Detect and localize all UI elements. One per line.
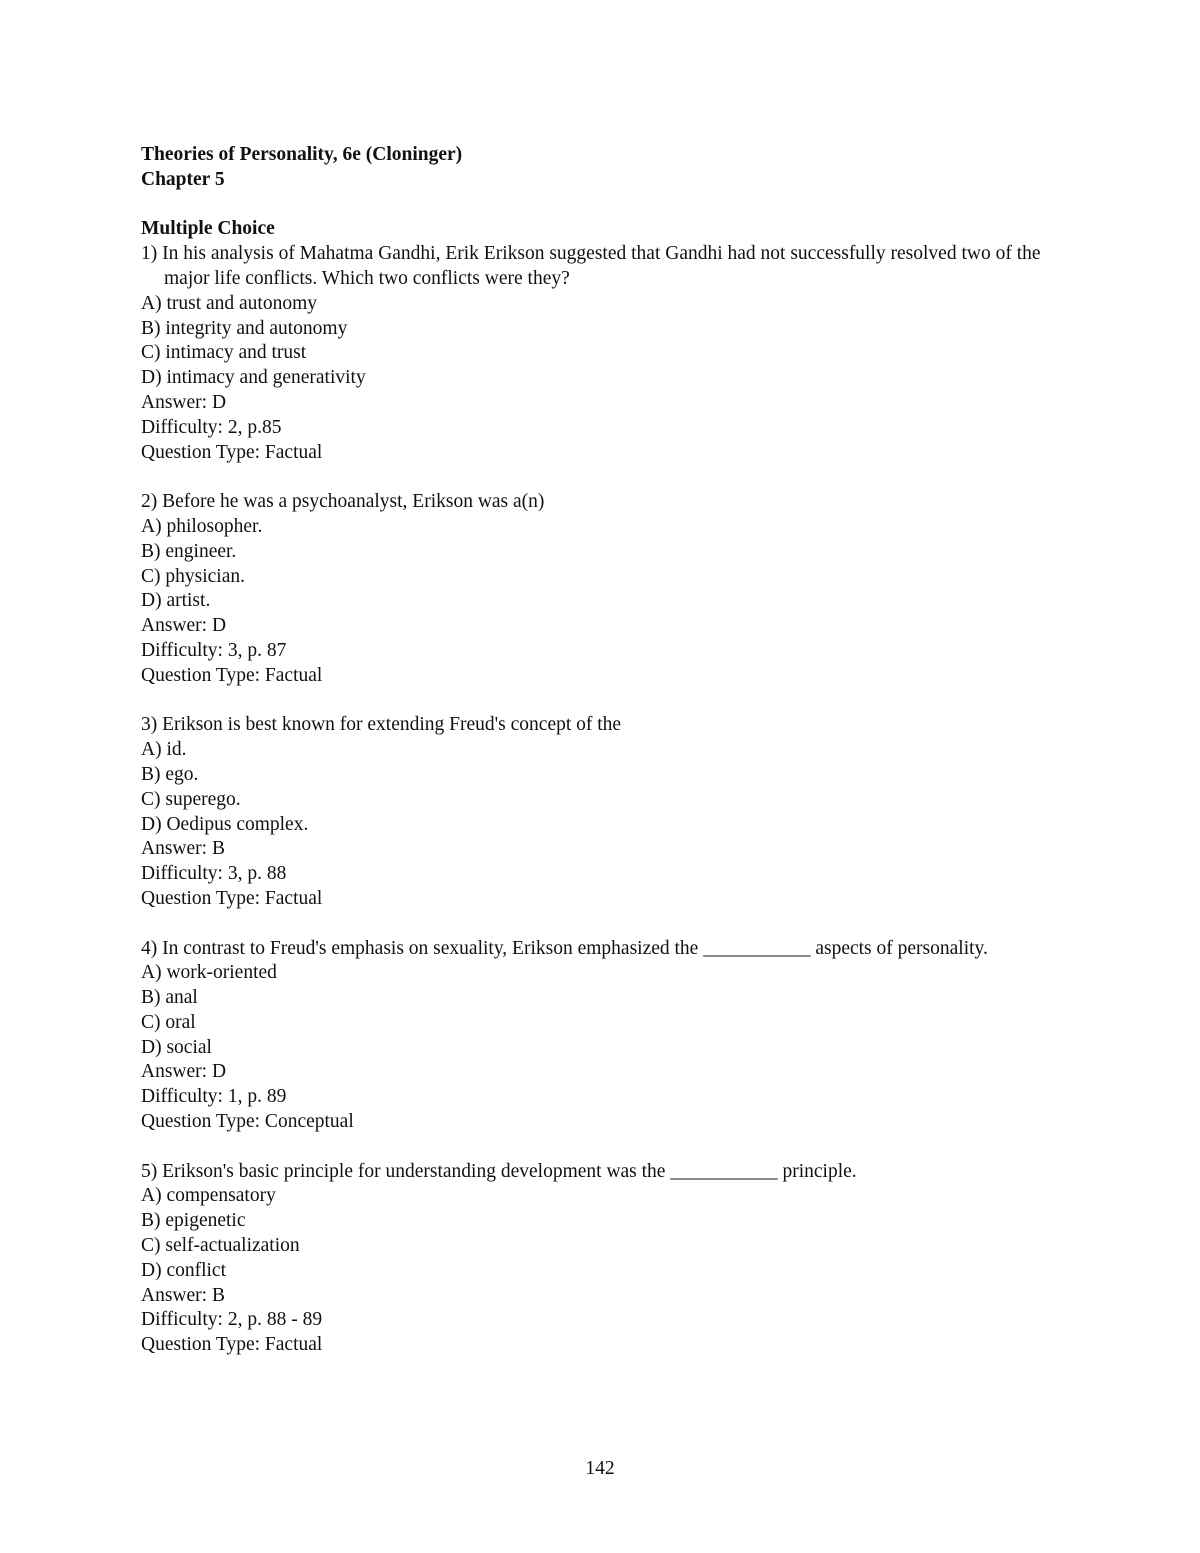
answer: Answer: B <box>141 1284 225 1306</box>
page-number: 142 <box>585 1458 615 1479</box>
option-b: B) anal <box>141 987 198 1009</box>
question-stem: 4) In contrast to Freud's emphasis on sexuality, Erikson emphasized the ___________ aspects of personality. <box>141 937 988 959</box>
option-b: B) ego. <box>141 763 199 785</box>
document-page <box>141 143 1061 1358</box>
question-3 <box>141 713 1061 911</box>
option-c: C) oral <box>141 1011 196 1033</box>
spacer <box>141 689 1061 714</box>
option-c: C) superego. <box>141 788 241 810</box>
question-1 <box>141 242 1061 465</box>
question-type: Question Type: Factual <box>141 1334 323 1356</box>
difficulty: Difficulty: 3, p. 88 <box>141 863 287 885</box>
option-d: D) conflict <box>141 1259 227 1281</box>
difficulty: Difficulty: 3, p. 87 <box>141 639 287 661</box>
option-d: D) Oedipus complex. <box>141 813 309 835</box>
question-stem: 3) Erikson is best known for extending Freud's concept of the <box>141 714 622 736</box>
answer: Answer: B <box>141 838 225 860</box>
question-type: Question Type: Factual <box>141 441 323 463</box>
option-c: C) self-actualization <box>141 1235 300 1257</box>
option-a: A) philosopher. <box>141 515 263 537</box>
question-type: Question Type: Conceptual <box>141 1111 354 1133</box>
document-title: Theories of Personality, 6e (Cloninger) <box>141 144 463 165</box>
option-c: C) intimacy and trust <box>141 342 307 364</box>
spacer <box>141 1135 1061 1160</box>
spacer <box>141 465 1061 490</box>
option-b: B) engineer. <box>141 540 237 562</box>
question-4 <box>141 937 1061 1135</box>
spacer <box>141 193 1061 218</box>
option-d: D) social <box>141 1036 212 1058</box>
option-b: B) epigenetic <box>141 1210 246 1232</box>
question-type: Question Type: Factual <box>141 664 323 686</box>
question-stem: 2) Before he was a psychoanalyst, Erikson was a(n) <box>141 491 545 513</box>
option-a: A) work-oriented <box>141 962 277 984</box>
question-2 <box>141 490 1061 688</box>
answer: Answer: D <box>141 615 227 637</box>
option-b: B) integrity and autonomy <box>141 317 348 339</box>
question-stem: 1) In his analysis of Mahatma Gandhi, Erik Erikson suggested that Gandhi had not successfully resolved two of the major life conflicts. Which two conflicts were they? <box>141 243 1041 289</box>
option-a: A) compensatory <box>141 1185 276 1207</box>
difficulty: Difficulty: 2, p. 88 - 89 <box>141 1309 323 1331</box>
difficulty: Difficulty: 1, p. 89 <box>141 1086 287 1108</box>
chapter-heading: Chapter 5 <box>141 168 225 190</box>
question-type: Question Type: Factual <box>141 887 323 909</box>
option-d: D) artist. <box>141 590 211 612</box>
option-a: A) trust and autonomy <box>141 292 318 314</box>
question-stem: 5) Erikson's basic principle for understanding development was the ___________ principle. <box>141 1160 857 1182</box>
difficulty: Difficulty: 2, p.85 <box>141 416 282 438</box>
question-5 <box>141 1160 1061 1358</box>
option-d: D) intimacy and generativity <box>141 367 366 389</box>
option-c: C) physician. <box>141 565 245 587</box>
answer: Answer: D <box>141 391 227 413</box>
section-heading: Multiple Choice <box>141 218 275 240</box>
spacer <box>141 912 1061 937</box>
option-a: A) id. <box>141 739 187 761</box>
answer: Answer: D <box>141 1061 227 1083</box>
